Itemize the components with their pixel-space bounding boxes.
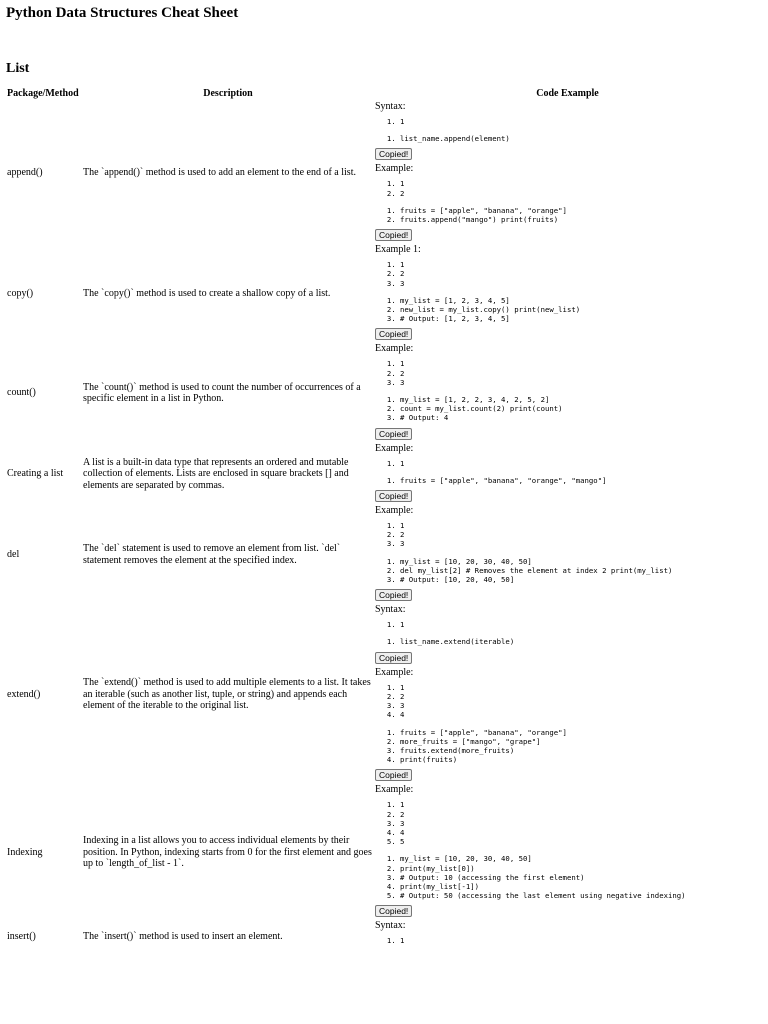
line-number-list [375, 936, 760, 945]
code-lines [375, 134, 760, 143]
method-name: Indexing [7, 846, 43, 858]
code-line: 1. my_list = [10, 20, 30, 40, 50] [400, 557, 760, 566]
code-line: 1. list_name.append(element) [400, 134, 760, 143]
code-lines [375, 854, 760, 900]
code-lines [375, 637, 760, 646]
copy-button[interactable]: Copied! [375, 328, 412, 340]
copy-button[interactable]: Copied! [375, 905, 412, 917]
code-line: 3. # Output: 4 [400, 413, 760, 422]
section-title-list: List [6, 61, 30, 76]
line-number: 2. 2 [400, 692, 760, 701]
code-block-label: Example 1: [375, 244, 421, 256]
copy-button[interactable]: Copied! [375, 769, 412, 781]
code-block-label: Example: [375, 163, 414, 175]
method-name: extend() [7, 688, 41, 700]
method-name: del [7, 548, 20, 560]
method-name: Creating a list [7, 468, 64, 480]
method-description: A list is a built-in data type that represents an ordered and mutable collection of elements. Lists are enclosed in square brackets [] and elements are separated by commas. [83, 456, 349, 491]
table-row [6, 505, 760, 604]
code-line: 3. fruits.extend(more_fruits) [400, 746, 760, 755]
copy-button[interactable]: Copied! [375, 148, 412, 160]
line-number: 2. 2 [400, 189, 760, 198]
code-line: 5. # Output: 50 (accessing the last element using negative indexing) [400, 891, 760, 900]
method-name: insert() [7, 931, 36, 943]
code-line: 2. print(my_list[0]) [400, 864, 760, 873]
code-lines [375, 395, 760, 423]
code-line: 3. # Output: [1, 2, 3, 4, 5] [400, 314, 760, 323]
line-number: 2. 2 [400, 269, 760, 278]
method-description: The `del` statement is used to remove an element from list. `del` statement removes the element at the specified index. [83, 543, 341, 566]
table-row [6, 101, 760, 244]
line-number: 4. 4 [400, 828, 760, 837]
line-number-list [375, 683, 760, 720]
code-line: 2. new_list = my_list.copy() print(new_list) [400, 305, 760, 314]
table-row [6, 604, 760, 784]
line-number: 2. 2 [400, 530, 760, 539]
line-number-list [375, 179, 760, 197]
method-name: count() [7, 387, 36, 399]
copy-button[interactable]: Copied! [375, 229, 412, 241]
code-block-label: Syntax: [375, 920, 406, 932]
copy-button[interactable]: Copied! [375, 589, 412, 601]
table-row [6, 244, 760, 343]
code-line: 4. print(my_list[-1]) [400, 882, 760, 891]
code-example-cell [375, 784, 760, 920]
header-code-example: Code Example [536, 88, 599, 99]
method-description: The `append()` method is used to add an element to the end of a list. [83, 166, 356, 178]
code-line: 1. my_list = [10, 20, 30, 40, 50] [400, 854, 760, 863]
copy-button[interactable]: Copied! [375, 490, 412, 502]
method-description: Indexing in a list allows you to access individual elements by their position. In Python, indexing starts from 0 for the first element and goes up to `length_of_list - 1`. [83, 835, 372, 870]
code-block-label: Example: [375, 666, 414, 678]
code-block-label: Example: [375, 343, 414, 355]
table-row [6, 920, 760, 953]
code-lines [375, 206, 760, 224]
table-header-row [6, 87, 760, 101]
line-number: 3. 3 [400, 701, 760, 710]
line-number: 1. 1 [400, 179, 760, 188]
method-description: The `count()` method is used to count the number of occurrences of a specific element in a list in Python. [83, 381, 361, 405]
line-number-list [375, 800, 760, 846]
code-block-label: Example: [375, 505, 414, 517]
header-description: Description [203, 88, 253, 99]
header-package-method: Package/Method [7, 88, 79, 99]
cheat-sheet-table [4, 87, 762, 954]
line-number: 4. 4 [400, 710, 760, 719]
line-number: 1. 1 [400, 936, 760, 945]
line-number: 1. 1 [400, 521, 760, 530]
line-number: 1. 1 [400, 359, 760, 368]
line-number: 3. 3 [400, 539, 760, 548]
code-line: 2. del my_list[2] # Removes the element at index 2 print(my_list) [400, 566, 760, 575]
code-lines [375, 476, 760, 485]
table-row [6, 784, 760, 920]
table-row [6, 343, 760, 442]
copy-button[interactable]: Copied! [375, 428, 412, 440]
line-number: 5. 5 [400, 837, 760, 846]
line-number: 2. 2 [400, 810, 760, 819]
code-line: 3. # Output: [10, 20, 40, 50] [400, 575, 760, 584]
code-example-cell [375, 920, 760, 953]
code-lines [375, 296, 760, 324]
method-description: The `copy()` method is used to create a shallow copy of a list. [83, 288, 331, 300]
table-row [6, 443, 760, 505]
line-number: 3. 3 [400, 378, 760, 387]
line-number: 1. 1 [400, 117, 760, 126]
line-number: 3. 3 [400, 279, 760, 288]
code-line: 1. fruits = ["apple", "banana", "orange"] [400, 728, 760, 737]
code-line: 1. list_name.extend(iterable) [400, 637, 760, 646]
line-number: 1. 1 [400, 459, 760, 468]
code-line: 2. fruits.append("mango") print(fruits) [400, 215, 760, 224]
line-number-list [375, 117, 760, 126]
code-block-label: Example: [375, 442, 414, 454]
code-line: 4. print(fruits) [400, 755, 760, 764]
code-line: 1. my_list = [1, 2, 3, 4, 5] [400, 296, 760, 305]
method-description: The `insert()` method is used to insert an element. [83, 931, 283, 943]
line-number: 1. 1 [400, 620, 760, 629]
code-line: 1. fruits = ["apple", "banana", "orange", "mango"] [400, 476, 760, 485]
code-line: 3. # Output: 10 (accessing the first element) [400, 873, 760, 882]
line-number: 2. 2 [400, 369, 760, 378]
copy-button[interactable]: Copied! [375, 652, 412, 664]
line-number-list [375, 521, 760, 549]
code-line: 1. fruits = ["apple", "banana", "orange"] [400, 206, 760, 215]
code-example-cell [375, 604, 760, 784]
code-example-cell [375, 505, 760, 604]
line-number: 1. 1 [400, 800, 760, 809]
code-example-cell [375, 101, 760, 244]
code-example-cell [375, 244, 760, 343]
line-number-list [375, 620, 760, 629]
code-line: 1. my_list = [1, 2, 2, 3, 4, 2, 5, 2] [400, 395, 760, 404]
code-line: 2. count = my_list.count(2) print(count) [400, 404, 760, 413]
line-number-list [375, 459, 760, 468]
line-number: 3. 3 [400, 819, 760, 828]
code-block-label: Syntax: [375, 604, 406, 616]
line-number: 1. 1 [400, 683, 760, 692]
code-lines [375, 728, 760, 765]
line-number-list [375, 260, 760, 288]
code-block-label: Syntax: [375, 101, 406, 112]
code-example-cell [375, 343, 760, 442]
table-body [6, 101, 760, 954]
code-line: 2. more_fruits = ["mango", "grape"] [400, 737, 760, 746]
code-lines [375, 557, 760, 585]
code-example-cell [375, 443, 760, 505]
code-block-label: Example: [375, 784, 414, 796]
method-name: copy() [7, 288, 34, 300]
line-number: 1. 1 [400, 260, 760, 269]
line-number-list [375, 359, 760, 387]
method-description: The `extend()` method is used to add multiple elements to a list. It takes an iterable (such as another list, tuple, or string) and appends each element of the iterable to the original list. [83, 677, 371, 712]
method-name: append() [7, 166, 43, 178]
page-title: Python Data Structures Cheat Sheet [6, 5, 239, 21]
